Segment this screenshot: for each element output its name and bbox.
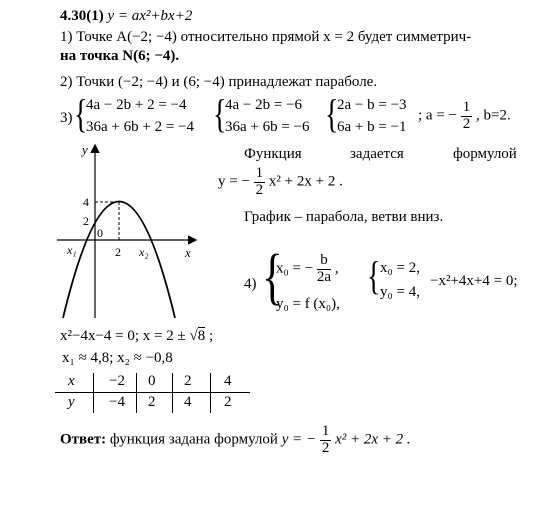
system3-eq1: 2a − b = −3 bbox=[337, 97, 407, 113]
origin-label: 0 bbox=[97, 226, 103, 240]
answer-line: Ответ: функция задана формулой y = − $\frac{1}{2}$ x² + 2x + 2 . bbox=[60, 423, 411, 456]
system2-eq2: 36a + 6b = −6 bbox=[225, 119, 310, 135]
vertex-y-formula: y₀ = f (x₀), bbox=[276, 296, 340, 312]
y-axis-label: y bbox=[82, 142, 88, 157]
table-col-line bbox=[210, 373, 211, 413]
system3-eq2: 6a + b = −1 bbox=[337, 119, 407, 135]
system2-eq1: 4a − 2b = −6 bbox=[225, 97, 303, 113]
formula-word: формулой bbox=[453, 146, 517, 162]
a-fraction: $\frac{1}{2}$ bbox=[462, 99, 471, 132]
vertex-x-formula: x₀ = − $\frac{b}{2a}$ , bbox=[276, 252, 339, 285]
step3-result: ; a = − $\frac{1}{2}$ , b=2. bbox=[418, 99, 511, 132]
step4-brace2: { bbox=[367, 253, 381, 298]
step4-brace1: { bbox=[262, 243, 283, 311]
table-x-cell: 0 bbox=[148, 373, 156, 389]
parabola-graph bbox=[55, 140, 205, 320]
function-formula: y = − $\frac{1}{2}$ x² + 2x + 2 . bbox=[218, 165, 343, 198]
table-x-cell: 2 bbox=[184, 373, 192, 389]
table-y-cell: 2 bbox=[148, 394, 156, 410]
x-tick-2: 2 bbox=[115, 245, 121, 259]
vertex-fraction: $\frac{b}{2a}$ bbox=[316, 252, 332, 285]
y-tick-2: 2 bbox=[83, 214, 89, 228]
step2-line: 2) Точки (−2; −4) и (6; −4) принадлежат параболе. bbox=[60, 74, 378, 90]
system3-brace: { bbox=[325, 91, 339, 136]
step4-label: 4) bbox=[244, 276, 257, 292]
quadratic-equation: x²−4x−4 = 0; x = 2 ± √8 ; bbox=[60, 328, 214, 344]
table-x-cell: 4 bbox=[224, 373, 232, 389]
system1-eq1: 4a − 2b + 2 = −4 bbox=[86, 97, 187, 113]
table-x-cell: −2 bbox=[109, 373, 125, 389]
system1-brace: { bbox=[74, 91, 88, 136]
x2-label: x₂ bbox=[139, 245, 149, 259]
answer-label: Ответ: bbox=[60, 431, 107, 448]
formula-fraction: $\frac{1}{2}$ bbox=[255, 165, 264, 198]
table-divider bbox=[55, 392, 250, 393]
step1-line2: на точка N(6; −4). bbox=[60, 48, 180, 64]
function-word: Функция bbox=[244, 146, 302, 162]
table-y-cell: 4 bbox=[184, 394, 192, 410]
problem-equation: y = ax²+bx+2 bbox=[107, 8, 193, 24]
vertex-y-value: y₀ = 4, bbox=[380, 284, 420, 300]
x-axis-label: x bbox=[185, 245, 191, 260]
problem-number: 4.30(1) bbox=[60, 8, 104, 24]
root-approximations: x₁ ≈ 4,8; x₂ ≈ −0,8 bbox=[62, 350, 173, 366]
vertex-x-value: x₀ = 2, bbox=[380, 260, 420, 276]
system2-brace: { bbox=[213, 91, 227, 136]
problem-header bbox=[60, 8, 192, 25]
answer-fraction: $\frac{1}{2}$ bbox=[321, 423, 330, 456]
step1-line1: 1) Точке A(−2; −4) относительно прямой x = 2 будет симметрич- bbox=[60, 29, 472, 45]
table-col-line bbox=[172, 373, 173, 413]
table-y-cell: 2 bbox=[224, 394, 232, 410]
graph-note: График – парабола, ветви вниз. bbox=[244, 209, 444, 225]
table-header-y: y bbox=[68, 394, 75, 410]
step4-equation: −x²+4x+4 = 0; bbox=[430, 273, 518, 289]
table-y-cell: −4 bbox=[109, 394, 125, 410]
x1-label: x₁ bbox=[67, 243, 77, 257]
system1-eq2: 36a + 6b + 2 = −4 bbox=[86, 119, 194, 135]
table-col-line bbox=[136, 373, 137, 413]
given-word: задается bbox=[350, 146, 404, 162]
y-tick-4: 4 bbox=[83, 195, 89, 209]
step3-label: 3) bbox=[60, 110, 73, 126]
table-header-x: x bbox=[68, 373, 75, 389]
table-col-line bbox=[93, 373, 94, 413]
